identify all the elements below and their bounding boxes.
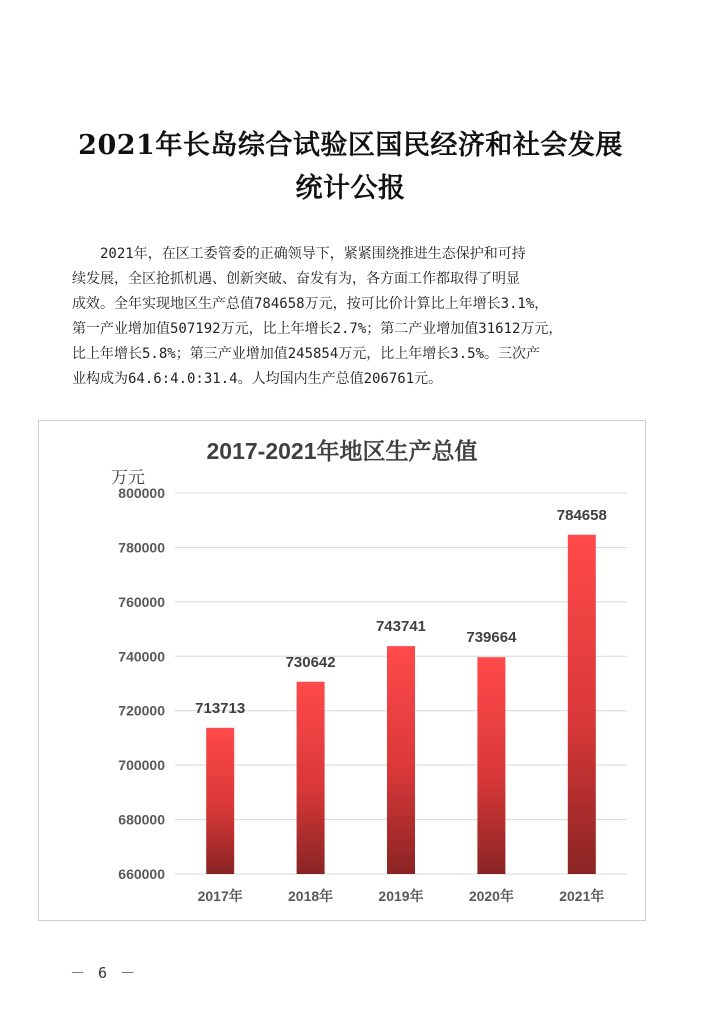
y-tick-label: 800000 [118, 485, 165, 501]
data-label: 784658 [556, 506, 607, 524]
bar-2019年 [387, 646, 415, 874]
body-paragraph [72, 242, 632, 392]
paragraph-line: 第一产业增加值507192万元，比上年增长2.7%；第二产业增加值31612万元， [72, 321, 563, 337]
x-tick-label: 2019年 [378, 888, 424, 904]
x-tick-label: 2020年 [468, 888, 514, 904]
data-label: 739664 [466, 629, 517, 647]
paragraph-line: 续发展，全区抢抓机遇、创新突破、奋发有为，各方面工作都取得了明显 [72, 271, 520, 287]
data-label: 713713 [195, 699, 246, 717]
document-title-line2: 统计公报 [295, 173, 406, 204]
bar-2021年 [568, 535, 596, 874]
paragraph-line: 成效。全年实现地区生产总值784658万元，按可比价计算比上年增长3.1%， [72, 296, 549, 312]
x-tick-label: 2021年 [559, 888, 605, 904]
data-label: 730642 [285, 653, 336, 671]
paragraph-line: 2021年，在区工委管委的正确领导下，紧紧围绕推进生态保护和可持 [72, 246, 526, 262]
y-tick-label: 760000 [118, 593, 165, 610]
bar-2017年 [206, 728, 234, 874]
x-tick-label: 2017年 [197, 888, 243, 904]
gdp-chart [38, 420, 646, 921]
gdp-chart-svg [39, 421, 645, 920]
document-title-line1: 2021年长岛综合试验区国民经济和社会发展 [78, 130, 623, 161]
bar-2018年 [297, 682, 325, 874]
bar-2020年 [477, 657, 505, 874]
data-label: 743741 [375, 618, 427, 636]
paragraph-line: 比上年增长5.8%；第三产业增加值245854万元，比上年增长3.5%。三次产 [72, 346, 541, 362]
chart-title: 2017-2021年地区生产总值 [206, 438, 478, 464]
page-number: － 6 － [70, 964, 138, 982]
x-tick-label: 2018年 [288, 888, 334, 904]
y-tick-label: 780000 [118, 539, 165, 556]
y-tick-label: 720000 [118, 702, 165, 719]
y-tick-label: 660000 [118, 866, 165, 882]
y-axis-unit-label: 万元 [111, 468, 145, 487]
y-tick-label: 700000 [118, 757, 165, 774]
paragraph-line: 业构成为64.6:4.0:31.4。人均国内生产总值206761元。 [72, 371, 443, 387]
y-tick-label: 680000 [118, 811, 165, 828]
y-tick-label: 740000 [118, 648, 165, 665]
